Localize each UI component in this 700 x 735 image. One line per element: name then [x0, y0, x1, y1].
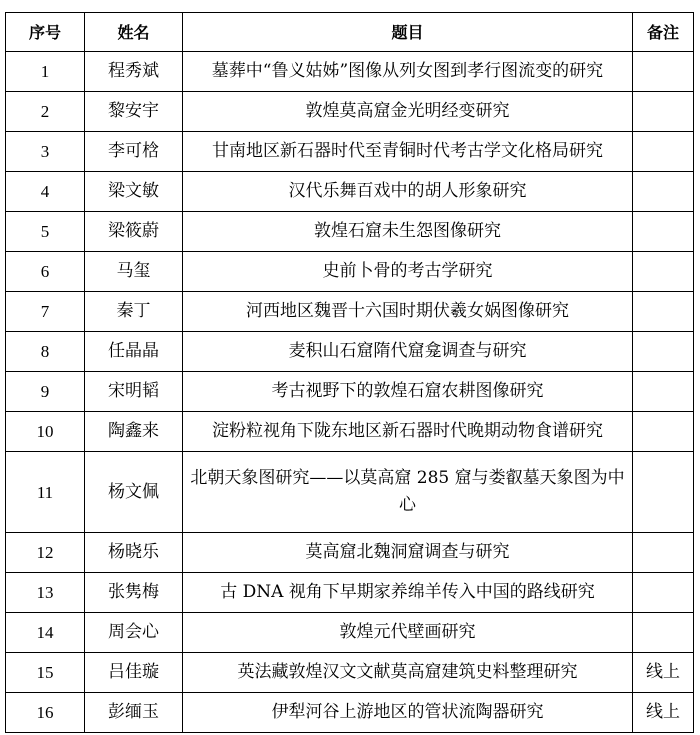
row-title: 北朝天象图研究——以莫高窟 285 窟与娄叡墓天象图为中心: [183, 452, 633, 533]
row-name: 张隽梅: [85, 573, 183, 613]
table-row: [6, 92, 694, 132]
row-no: 14: [6, 613, 85, 653]
header-row: [6, 13, 694, 52]
row-name: 梁文敏: [85, 172, 183, 212]
table-row: [6, 132, 694, 172]
table-row: [6, 573, 694, 613]
row-title: 古 DNA 视角下早期家养绵羊传入中国的路线研究: [183, 573, 633, 613]
row-title: 汉代乐舞百戏中的胡人形象研究: [183, 172, 633, 212]
row-note: [633, 132, 694, 172]
row-no: 12: [6, 533, 85, 573]
row-note: [633, 292, 694, 332]
row-name: 梁筱蔚: [85, 212, 183, 252]
row-no: 5: [6, 212, 85, 252]
row-no: 2: [6, 92, 85, 132]
row-name: 马玺: [85, 252, 183, 292]
header-name: 姓名: [85, 13, 183, 52]
row-title: 敦煌莫高窟金光明经变研究: [183, 92, 633, 132]
table-row: [6, 693, 694, 733]
row-note: [633, 533, 694, 573]
row-name: 宋明韬: [85, 372, 183, 412]
row-title: 麦积山石窟隋代窟龛调查与研究: [183, 332, 633, 372]
row-title: 淀粉粒视角下陇东地区新石器时代晚期动物食谱研究: [183, 412, 633, 452]
row-no: 13: [6, 573, 85, 613]
row-note: [633, 412, 694, 452]
row-no: 6: [6, 252, 85, 292]
row-title: 河西地区魏晋十六国时期伏羲女娲图像研究: [183, 292, 633, 332]
row-name: 陶鑫来: [85, 412, 183, 452]
table-row: [6, 533, 694, 573]
header-title: 题目: [183, 13, 633, 52]
row-no: 1: [6, 52, 85, 92]
table-row: [6, 412, 694, 452]
row-note: [633, 172, 694, 212]
row-note: [633, 573, 694, 613]
row-name: 李可梒: [85, 132, 183, 172]
row-note: [633, 452, 694, 533]
row-name: 杨文佩: [85, 452, 183, 533]
row-no: 11: [6, 452, 85, 533]
table-row: [6, 613, 694, 653]
row-title: 考古视野下的敦煌石窟农耕图像研究: [183, 372, 633, 412]
row-name: 周会心: [85, 613, 183, 653]
row-note: [633, 92, 694, 132]
row-name: 杨晓乐: [85, 533, 183, 573]
row-name: 彭缅玉: [85, 693, 183, 733]
row-name: 黎安宇: [85, 92, 183, 132]
row-note: [633, 212, 694, 252]
table-row: [6, 52, 694, 92]
table-row: [6, 332, 694, 372]
table-row: [6, 372, 694, 412]
row-note: 线上: [633, 693, 694, 733]
row-title: 伊犁河谷上游地区的管状流陶器研究: [183, 693, 633, 733]
table-row: [6, 452, 694, 533]
row-note: [633, 613, 694, 653]
row-title: 敦煌元代壁画研究: [183, 613, 633, 653]
row-name: 秦丁: [85, 292, 183, 332]
row-no: 8: [6, 332, 85, 372]
row-no: 16: [6, 693, 85, 733]
table-row: [6, 653, 694, 693]
table-row: [6, 212, 694, 252]
row-no: 10: [6, 412, 85, 452]
table-header: [6, 13, 694, 52]
row-note: [633, 52, 694, 92]
row-no: 7: [6, 292, 85, 332]
row-no: 4: [6, 172, 85, 212]
row-note: [633, 252, 694, 292]
row-title: 英法藏敦煌汉文文献莫高窟建筑史料整理研究: [183, 653, 633, 693]
row-title: 敦煌石窟未生怨图像研究: [183, 212, 633, 252]
table-row: [6, 252, 694, 292]
header-no: 序号: [6, 13, 85, 52]
row-name: 吕佳璇: [85, 653, 183, 693]
row-no: 15: [6, 653, 85, 693]
header-note: 备注: [633, 13, 694, 52]
table-row: [6, 292, 694, 332]
table-row: [6, 172, 694, 212]
row-note: [633, 372, 694, 412]
participants-table: [5, 12, 694, 733]
row-title: 甘南地区新石器时代至青铜时代考古学文化格局研究: [183, 132, 633, 172]
row-title: 莫高窟北魏洞窟调查与研究: [183, 533, 633, 573]
row-title: 史前卜骨的考古学研究: [183, 252, 633, 292]
row-note: 线上: [633, 653, 694, 693]
row-note: [633, 332, 694, 372]
row-title: 墓葬中“鲁义姑姊”图像从列女图到孝行图流变的研究: [183, 52, 633, 92]
row-name: 程秀斌: [85, 52, 183, 92]
table-body: [6, 52, 694, 733]
row-no: 3: [6, 132, 85, 172]
row-name: 任晶晶: [85, 332, 183, 372]
row-no: 9: [6, 372, 85, 412]
